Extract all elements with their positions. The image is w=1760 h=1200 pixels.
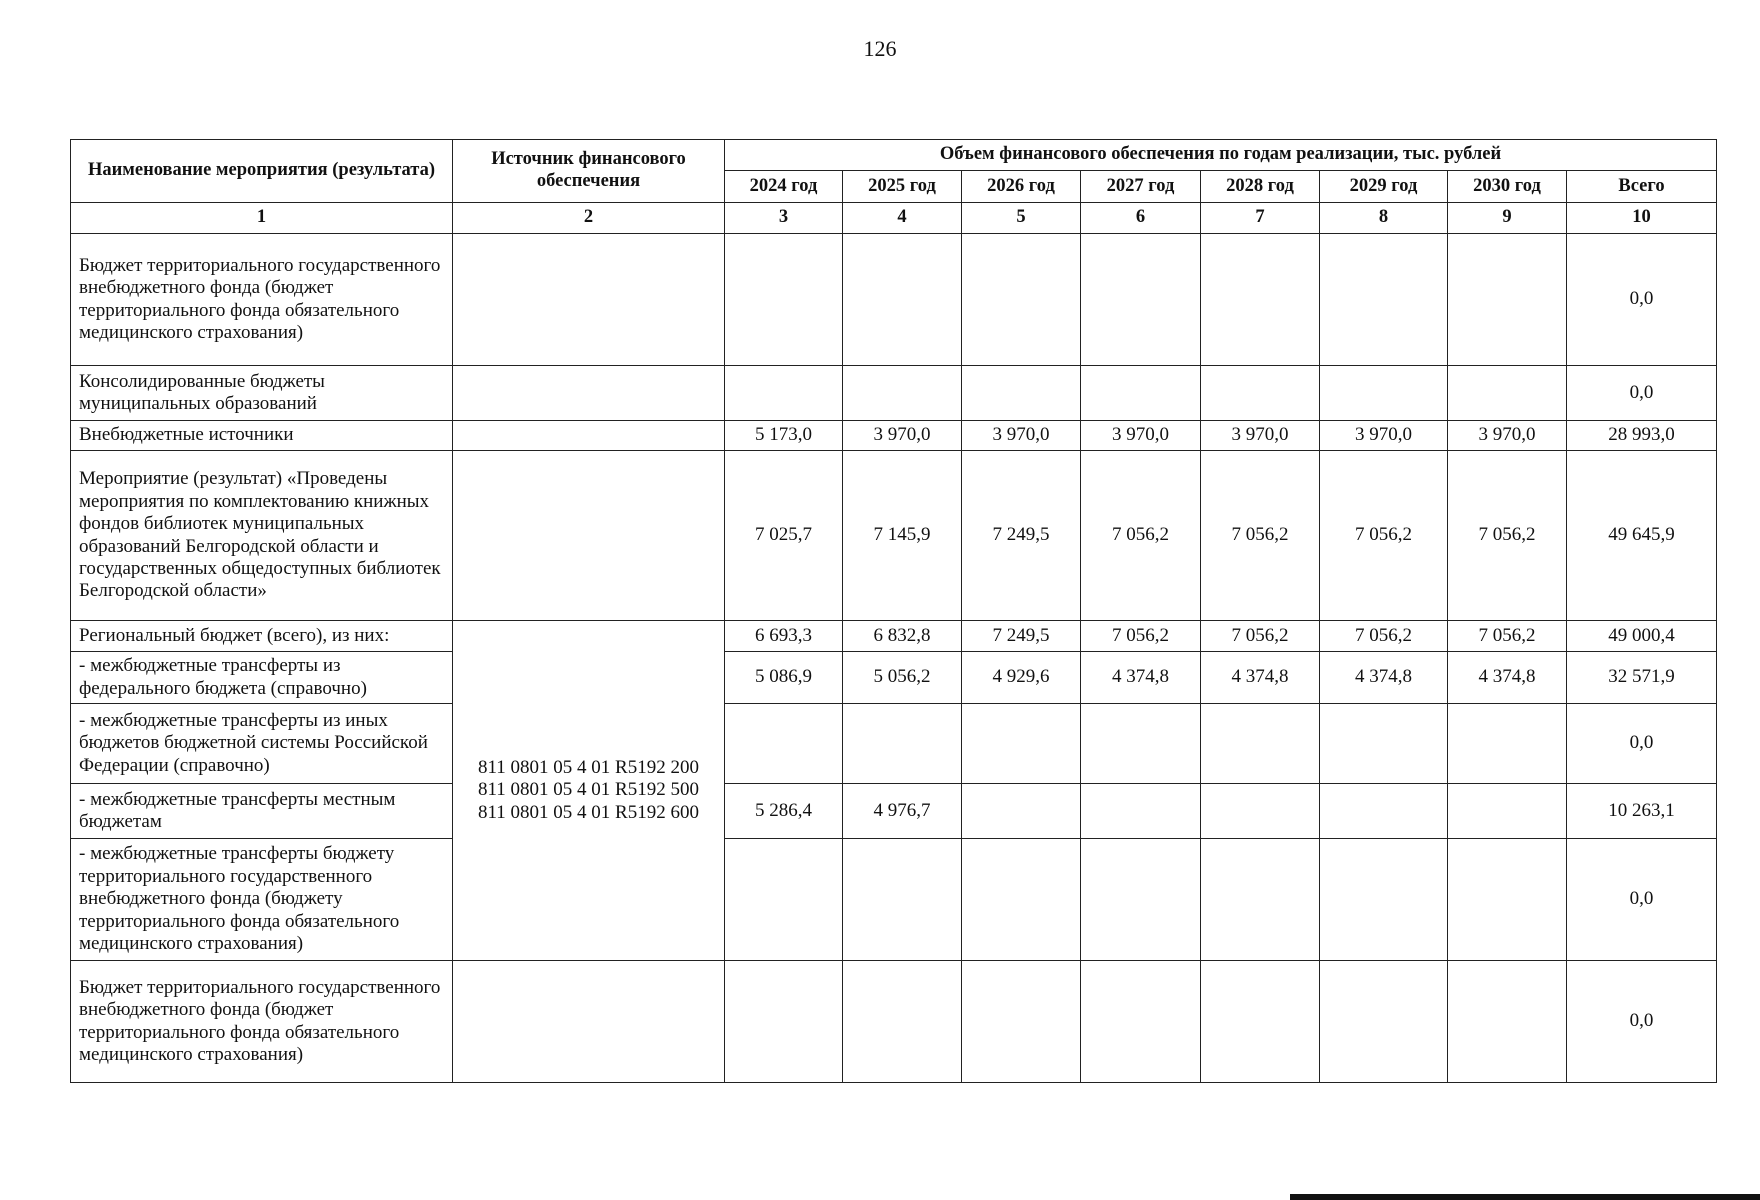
value-cell: 4 374,8 xyxy=(1320,652,1448,704)
source-cell xyxy=(453,366,725,421)
column-number: 1 xyxy=(71,203,453,234)
total-cell: 0,0 xyxy=(1567,961,1717,1083)
header-year: 2029 год xyxy=(1320,171,1448,203)
value-cell xyxy=(725,839,843,961)
value-cell xyxy=(1320,839,1448,961)
column-number: 6 xyxy=(1081,203,1201,234)
value-cell xyxy=(1081,839,1201,961)
row-name: - межбюджетные трансферты из федерального бюджета (справочно) xyxy=(71,652,453,704)
source-code: 811 0801 05 4 01 R5192 600 xyxy=(478,801,699,823)
value-cell xyxy=(725,366,843,421)
row-name: - межбюджетные трансферты из иных бюджетов бюджетной системы Российской Федерации (справочно) xyxy=(71,704,453,784)
table-row xyxy=(71,784,1717,839)
total-cell: 49 645,9 xyxy=(1567,451,1717,621)
header-source: Источник финансового обеспечения xyxy=(453,140,725,203)
header-name: Наименование мероприятия (результата) xyxy=(71,140,453,203)
header-year: 2028 год xyxy=(1201,171,1320,203)
table-row xyxy=(71,652,1717,704)
source-cell xyxy=(453,421,725,451)
column-number: 3 xyxy=(725,203,843,234)
value-cell: 7 056,2 xyxy=(1201,621,1320,652)
value-cell xyxy=(1201,234,1320,366)
total-cell: 28 993,0 xyxy=(1567,421,1717,451)
value-cell: 5 086,9 xyxy=(725,652,843,704)
source-code: 811 0801 05 4 01 R5192 200 xyxy=(478,756,699,778)
total-cell: 49 000,4 xyxy=(1567,621,1717,652)
table-row xyxy=(71,621,1717,652)
value-cell: 7 056,2 xyxy=(1081,451,1201,621)
value-cell xyxy=(1448,839,1567,961)
total-cell: 10 263,1 xyxy=(1567,784,1717,839)
value-cell xyxy=(1448,234,1567,366)
value-cell xyxy=(962,366,1081,421)
value-cell: 5 173,0 xyxy=(725,421,843,451)
value-cell: 7 056,2 xyxy=(1448,451,1567,621)
value-cell: 6 832,8 xyxy=(843,621,962,652)
value-cell: 5 286,4 xyxy=(725,784,843,839)
value-cell xyxy=(843,839,962,961)
header-year: 2030 год xyxy=(1448,171,1567,203)
value-cell xyxy=(1081,366,1201,421)
table-row xyxy=(71,961,1717,1083)
value-cell xyxy=(1320,234,1448,366)
value-cell xyxy=(1320,704,1448,784)
column-number: 2 xyxy=(453,203,725,234)
value-cell: 3 970,0 xyxy=(1201,421,1320,451)
value-cell xyxy=(725,234,843,366)
value-cell xyxy=(843,366,962,421)
source-cell xyxy=(453,451,725,621)
table-row xyxy=(71,234,1717,366)
value-cell: 4 976,7 xyxy=(843,784,962,839)
value-cell xyxy=(962,784,1081,839)
source-cell xyxy=(453,234,725,366)
value-cell: 4 929,6 xyxy=(962,652,1081,704)
value-cell: 3 970,0 xyxy=(1448,421,1567,451)
value-cell xyxy=(1320,366,1448,421)
value-cell xyxy=(1448,784,1567,839)
value-cell: 3 970,0 xyxy=(1081,421,1201,451)
table-row xyxy=(71,704,1717,784)
value-cell: 4 374,8 xyxy=(1201,652,1320,704)
value-cell: 5 056,2 xyxy=(843,652,962,704)
row-name: Внебюджетные источники xyxy=(71,421,453,451)
row-name: Бюджет территориального государственного внебюджетного фонда (бюджет территориального фонда обязательного медицинского страхования) xyxy=(71,961,453,1083)
row-name: Бюджет территориального государственного внебюджетного фонда (бюджет территориального фонда обязательного медицинского страхования) xyxy=(71,234,453,366)
value-cell: 7 056,2 xyxy=(1081,621,1201,652)
value-cell xyxy=(1081,784,1201,839)
value-cell: 7 145,9 xyxy=(843,451,962,621)
value-cell xyxy=(843,704,962,784)
value-cell: 7 056,2 xyxy=(1320,451,1448,621)
value-cell xyxy=(1448,704,1567,784)
value-cell: 4 374,8 xyxy=(1081,652,1201,704)
header-year: 2027 год xyxy=(1081,171,1201,203)
total-cell: 0,0 xyxy=(1567,839,1717,961)
column-number: 10 xyxy=(1567,203,1717,234)
value-cell: 4 374,8 xyxy=(1448,652,1567,704)
value-cell: 3 970,0 xyxy=(1320,421,1448,451)
value-cell: 3 970,0 xyxy=(962,421,1081,451)
table-row xyxy=(71,839,1717,961)
source-code: 811 0801 05 4 01 R5192 500 xyxy=(478,779,699,801)
row-name: Консолидированные бюджеты муниципальных образований xyxy=(71,366,453,421)
column-number: 8 xyxy=(1320,203,1448,234)
header-total: Всего xyxy=(1567,171,1717,203)
total-cell: 0,0 xyxy=(1567,366,1717,421)
financing-table xyxy=(70,139,1717,1083)
value-cell xyxy=(962,961,1081,1083)
scan-edge-rule xyxy=(1290,1194,1760,1200)
value-cell xyxy=(843,234,962,366)
value-cell: 7 025,7 xyxy=(725,451,843,621)
column-number: 7 xyxy=(1201,203,1320,234)
page-number: 126 xyxy=(863,36,897,61)
value-cell xyxy=(1201,961,1320,1083)
value-cell xyxy=(1448,366,1567,421)
value-cell: 6 693,3 xyxy=(725,621,843,652)
value-cell: 7 056,2 xyxy=(1201,451,1320,621)
value-cell xyxy=(962,704,1081,784)
total-cell: 32 571,9 xyxy=(1567,652,1717,704)
header-year: 2024 год xyxy=(725,171,843,203)
value-cell xyxy=(1201,366,1320,421)
value-cell xyxy=(1320,961,1448,1083)
table-row xyxy=(71,421,1717,451)
value-cell xyxy=(1081,234,1201,366)
column-number: 5 xyxy=(962,203,1081,234)
row-name: - межбюджетные трансферты бюджету территориального государственного внебюджетного фонда (бюджету территориального фонда обязательного медицинского страхования) xyxy=(71,839,453,961)
value-cell: 7 249,5 xyxy=(962,451,1081,621)
total-cell: 0,0 xyxy=(1567,234,1717,366)
value-cell xyxy=(1081,704,1201,784)
total-cell: 0,0 xyxy=(1567,704,1717,784)
table-row xyxy=(71,451,1717,621)
value-cell xyxy=(1201,784,1320,839)
row-name: - межбюджетные трансферты местным бюджетам xyxy=(71,784,453,839)
source-codes xyxy=(453,621,725,961)
header-group: Объем финансового обеспечения по годам реализации, тыс. рублей xyxy=(725,140,1717,171)
value-cell: 7 249,5 xyxy=(962,621,1081,652)
value-cell xyxy=(1448,961,1567,1083)
row-name: Мероприятие (результат) «Проведены мероприятия по комплектованию книжных фондов библиотек муниципальных образований Белгородской области и государственных общедоступных библиотек Белгородской области» xyxy=(71,451,453,621)
source-cell xyxy=(453,961,725,1083)
row-name: Региональный бюджет (всего), из них: xyxy=(71,621,453,652)
column-number: 9 xyxy=(1448,203,1567,234)
table-row xyxy=(71,366,1717,421)
value-cell: 7 056,2 xyxy=(1320,621,1448,652)
value-cell xyxy=(1081,961,1201,1083)
value-cell xyxy=(962,839,1081,961)
value-cell xyxy=(843,961,962,1083)
column-number: 4 xyxy=(843,203,962,234)
value-cell xyxy=(725,961,843,1083)
value-cell: 3 970,0 xyxy=(843,421,962,451)
value-cell xyxy=(1201,704,1320,784)
value-cell xyxy=(725,704,843,784)
header-year: 2026 год xyxy=(962,171,1081,203)
header-year: 2025 год xyxy=(843,171,962,203)
value-cell xyxy=(1201,839,1320,961)
value-cell xyxy=(962,234,1081,366)
value-cell xyxy=(1320,784,1448,839)
value-cell: 7 056,2 xyxy=(1448,621,1567,652)
